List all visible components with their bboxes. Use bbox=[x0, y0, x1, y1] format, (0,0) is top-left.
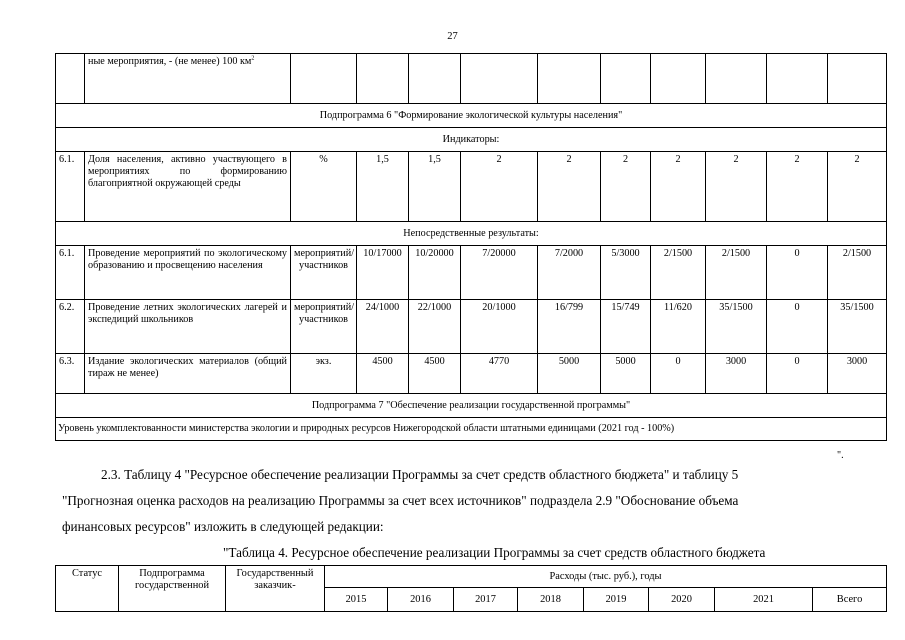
indicators-label: Индикаторы: bbox=[56, 128, 887, 152]
value-cell: 3000 bbox=[706, 354, 767, 394]
year-cell: 2021 bbox=[715, 588, 813, 612]
value-cell bbox=[601, 54, 651, 104]
value-cell: 4500 bbox=[409, 354, 461, 394]
value-cell: 2 bbox=[828, 152, 887, 222]
value-cell: 16/799 bbox=[538, 300, 601, 354]
value-cell: 10/20000 bbox=[409, 246, 461, 300]
section-row bbox=[56, 104, 887, 128]
section-row bbox=[56, 222, 887, 246]
resources-table bbox=[55, 565, 887, 612]
direct-results-label: Непосредственные результаты: bbox=[56, 222, 887, 246]
value-cell: 11/620 bbox=[651, 300, 706, 354]
value-cell: 2 bbox=[767, 152, 828, 222]
year-cell: 2015 bbox=[325, 588, 388, 612]
value-cell: 2/1500 bbox=[651, 246, 706, 300]
closing-quote: ". bbox=[837, 450, 844, 461]
section-row bbox=[56, 128, 887, 152]
value-cell: 2/1500 bbox=[706, 246, 767, 300]
value-cell bbox=[651, 54, 706, 104]
value-cell: 5000 bbox=[601, 354, 651, 394]
section-row bbox=[56, 394, 887, 418]
row-name: Проведение мероприятий по экологическому образованию и просвещению населения bbox=[85, 246, 291, 300]
value-cell bbox=[357, 54, 409, 104]
year-cell: 2017 bbox=[454, 588, 518, 612]
indicators-table bbox=[55, 53, 887, 441]
value-cell bbox=[409, 54, 461, 104]
value-cell: 2 bbox=[601, 152, 651, 222]
row-unit: экз. bbox=[291, 354, 357, 394]
value-cell: 0 bbox=[767, 300, 828, 354]
table-row bbox=[56, 152, 887, 222]
value-cell: 4770 bbox=[461, 354, 538, 394]
table-row bbox=[56, 54, 887, 104]
value-cell: 2 bbox=[651, 152, 706, 222]
row-number: 6.3. bbox=[56, 354, 85, 394]
value-cell: 7/2000 bbox=[538, 246, 601, 300]
value-cell: 4500 bbox=[357, 354, 409, 394]
row-name: Доля населения, активно участвующего в мероприятиях по формированию благоприятной окружающей среды bbox=[85, 152, 291, 222]
row-unit: % bbox=[291, 152, 357, 222]
value-cell: 2 bbox=[538, 152, 601, 222]
paragraph-line-3: финансовых ресурсов" изложить в следующей редакции: bbox=[62, 519, 384, 534]
row-unit: мероприятий/участников bbox=[291, 246, 357, 300]
col-status: Статус bbox=[56, 566, 119, 612]
value-cell: 1,5 bbox=[409, 152, 461, 222]
value-cell: 0 bbox=[767, 354, 828, 394]
row-unit: мероприятий/участников bbox=[291, 300, 357, 354]
value-cell: 35/1500 bbox=[706, 300, 767, 354]
row-name: ные мероприятия, - (не менее) 100 $км^2$ bbox=[85, 54, 291, 104]
year-cell: 2016 bbox=[388, 588, 454, 612]
value-cell bbox=[461, 54, 538, 104]
value-cell: 1,5 bbox=[357, 152, 409, 222]
row-number: 6.1. bbox=[56, 246, 85, 300]
row-number: 6.2. bbox=[56, 300, 85, 354]
col-subprogram: Подпрограмма государственной bbox=[119, 566, 226, 612]
header-row bbox=[56, 566, 887, 588]
value-cell bbox=[706, 54, 767, 104]
value-cell: 2 bbox=[461, 152, 538, 222]
paragraph-line-2: "Прогнозная оценка расходов на реализацию Программы за счет всех источников" подраздела 2.9 "Обоснование объема bbox=[62, 493, 739, 508]
table-row bbox=[56, 300, 887, 354]
value-cell: 2 bbox=[706, 152, 767, 222]
row-name: Издание экологических материалов (общий тираж не менее) bbox=[85, 354, 291, 394]
value-cell: 10/17000 bbox=[357, 246, 409, 300]
value-cell: 20/1000 bbox=[461, 300, 538, 354]
paragraph-line-1: 2.3. Таблицу 4 "Ресурсное обеспечение реализации Программы за счет средств областного бюджета" и таблицу 5 bbox=[101, 467, 739, 482]
value-cell: 5000 bbox=[538, 354, 601, 394]
value-cell: 5/3000 bbox=[601, 246, 651, 300]
table-row bbox=[56, 354, 887, 394]
page-number: 27 bbox=[447, 31, 458, 42]
value-cell bbox=[828, 54, 887, 104]
staffing-row: Уровень укомплектованности министерства экологии и природных ресурсов Нижегородской области штатными единицами (2021 год - 100%) bbox=[56, 418, 887, 441]
value-cell bbox=[767, 54, 828, 104]
col-customer: Государственный заказчик- bbox=[226, 566, 325, 612]
subprogram-7-title: Подпрограмма 7 "Обеспечение реализации государственной программы" bbox=[56, 394, 887, 418]
row-unit bbox=[291, 54, 357, 104]
value-cell: 24/1000 bbox=[357, 300, 409, 354]
value-cell: 0 bbox=[767, 246, 828, 300]
value-cell: 3000 bbox=[828, 354, 887, 394]
section-row bbox=[56, 418, 887, 441]
year-cell: 2018 bbox=[518, 588, 584, 612]
table-row bbox=[56, 246, 887, 300]
year-cell: 2019 bbox=[584, 588, 649, 612]
value-cell: 7/20000 bbox=[461, 246, 538, 300]
value-cell: 2/1500 bbox=[828, 246, 887, 300]
subprogram-6-title: Подпрограмма 6 "Формирование экологической культуры населения" bbox=[56, 104, 887, 128]
col-expenses: Расходы (тыс. руб.), годы bbox=[325, 566, 887, 588]
row-number: 6.1. bbox=[56, 152, 85, 222]
year-cell: 2020 bbox=[649, 588, 715, 612]
value-cell: 35/1500 bbox=[828, 300, 887, 354]
value-cell bbox=[538, 54, 601, 104]
year-cell: Всего bbox=[813, 588, 887, 612]
table4-caption: "Таблица 4. Ресурсное обеспечение реализации Программы за счет средств областного бюджета bbox=[223, 545, 766, 560]
value-cell: 22/1000 bbox=[409, 300, 461, 354]
value-cell: 0 bbox=[651, 354, 706, 394]
row-name: Проведение летних экологических лагерей и экспедиций школьников bbox=[85, 300, 291, 354]
row-number bbox=[56, 54, 85, 104]
value-cell: 15/749 bbox=[601, 300, 651, 354]
